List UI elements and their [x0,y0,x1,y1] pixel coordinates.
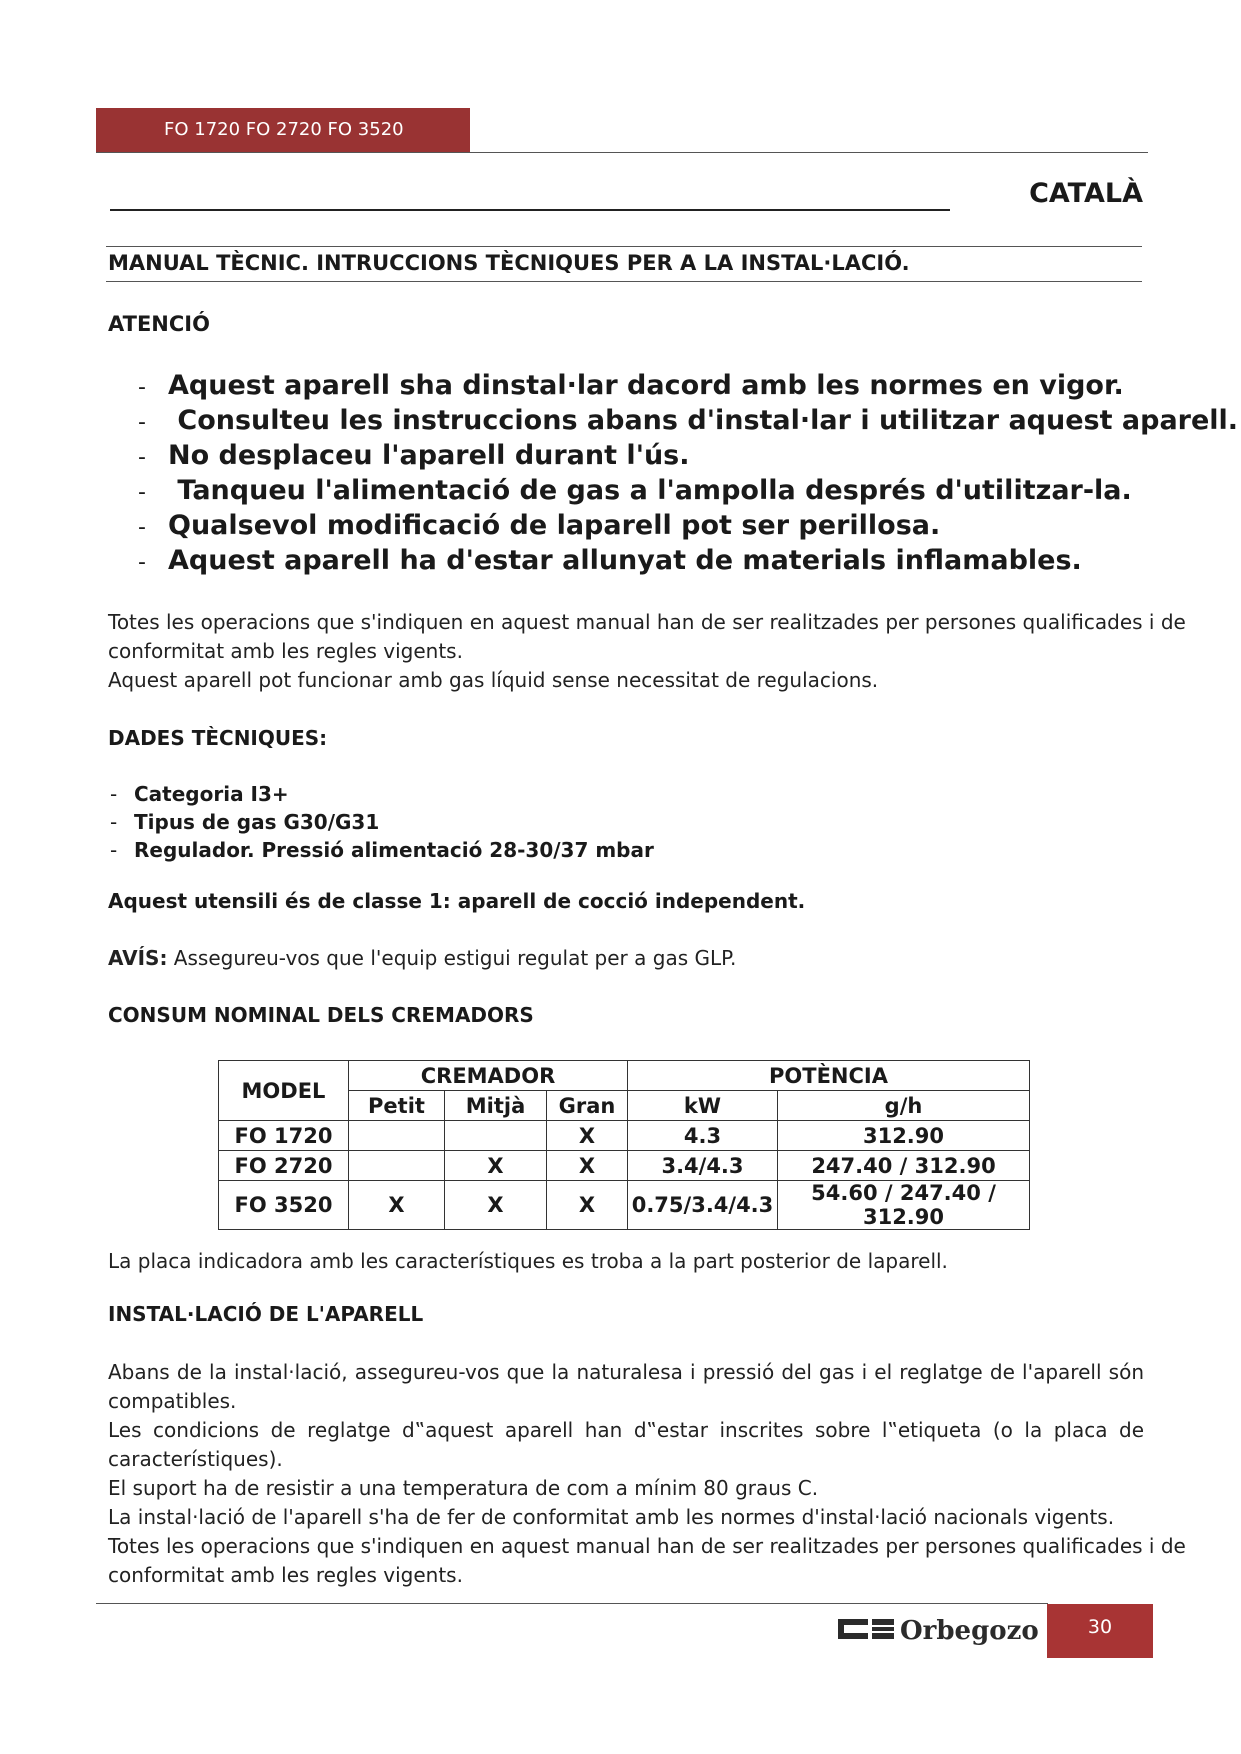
table-header-row [219,1061,1030,1091]
header-burner: CREMADOR [349,1061,628,1091]
svg-text:Orbegozo: Orbegozo [900,1616,1038,1645]
burner-table [218,1060,1030,1230]
header-rule [96,152,1148,153]
header-kw: kW [628,1091,778,1121]
technical-list [110,780,654,864]
header-large: Gran [547,1091,628,1121]
header-small: Petit [349,1091,445,1121]
header-gh: g/h [778,1091,1030,1121]
title-rule-top [106,246,1142,247]
technical-item: - Tipus de gas G30/G31 [110,810,380,834]
notice [108,944,736,973]
installation-title: INSTAL·LACIÓ DE L'APARELL [108,1302,424,1326]
technical-item: - Categoria I3+ [110,782,289,806]
technical-item: - Regulador. Pressió alimentació 28-30/37 mbar [110,838,654,862]
intro-line: Aquest aparell pot funcionar amb gas líquid sense necessitat de regulacions. [108,668,879,692]
intro-line: Totes les operacions que s'indiquen en aquest manual han de ser realitzades per persones qualificades i de [108,610,1186,634]
consumption-title: CONSUM NOMINAL DELS CREMADORS [108,1003,534,1027]
attention-item: - Aquest aparell sha dinstal·lar dacord amb les normes en vigor. [138,370,1124,401]
attention-list [138,368,1238,578]
attention-item: - No desplaceu l'aparell durant l'ús. [138,440,690,471]
title-rule-bottom [106,281,1142,282]
installation-paragraph: Les condicions de reglatge d‟aquest aparell han d‟estar inscrites sobre l‟etiqueta (o la placa de característiques). [108,1418,1144,1471]
attention-title: ATENCIÓ [108,312,210,336]
attention-item: - Aquest aparell ha d'estar allunyat de materials inflamables. [138,545,1082,576]
installation-paragraph: conformitat amb les regles vigents. [108,1563,463,1587]
attention-item: - Qualsevol modificació de laparell pot ser perillosa. [138,510,941,541]
class-note: Aquest utensili és de classe 1: aparell de cocció independent. [108,889,806,913]
technical-title: DADES TÈCNIQUES: [108,726,328,750]
language-label: CATALÀ [1029,178,1143,209]
header-power: POTÈNCIA [628,1061,1030,1091]
notice-text: Assegureu-vos que l'equip estigui regulat per a gas GLP. [167,946,737,970]
manual-title: MANUAL TÈCNIC. INTRUCCIONS TÈCNIQUES PER A LA INSTAL·LACIÓ. [108,251,910,275]
page-number: 30 [1047,1604,1153,1658]
title-underline [110,209,950,211]
installation-paragraph: La instal·lació de l'aparell s'ha de fer de conformitat amb les normes d'instal·lació nacionals vigents. [108,1505,1115,1529]
model-header-tab: FO 1720 FO 2720 FO 3520 [96,108,470,152]
intro-paragraph [108,608,1186,695]
notice-label: AVÍS: [108,946,168,970]
attention-item: - Consulteu les instruccions abans d'instal·lar i utilitzar aquest aparell. [138,405,1239,436]
brand-logo-mark [838,1613,1038,1645]
table-row: FO 1720 X 4.3 312.90 [219,1121,1030,1151]
header-medium: Mitjà [445,1091,547,1121]
installation-paragraph: El suport ha de resistir a una temperatura de com a mínim 80 graus C. [108,1476,819,1500]
footer-rule [96,1603,1048,1604]
installation-paragraph: Abans de la instal·lació, assegureu-vos que la naturalesa i pressió del gas i el reglatge de l'aparell són compatibles. [108,1360,1144,1413]
table-row: FO 2720 X X 3.4/4.3 247.40 / 312.90 [219,1151,1030,1181]
intro-line: conformitat amb les regles vigents. [108,639,463,663]
attention-item: - Tanqueu l'alimentació de gas a l'ampolla després d'utilitzar-la. [138,475,1132,506]
plate-note: La placa indicadora amb les característiques es troba a la part posterior de laparell. [108,1249,948,1273]
installation-paragraph: Totes les operacions que s'indiquen en aquest manual han de ser realitzades per persones qualificades i de [108,1534,1186,1558]
brand-logo [838,1613,1038,1649]
header-model: MODEL [219,1061,349,1121]
installation-text [108,1358,1186,1590]
table-row: FO 3520 X X X 0.75/3.4/4.3 54.60 / 247.40 / 312.90 [219,1181,1030,1230]
